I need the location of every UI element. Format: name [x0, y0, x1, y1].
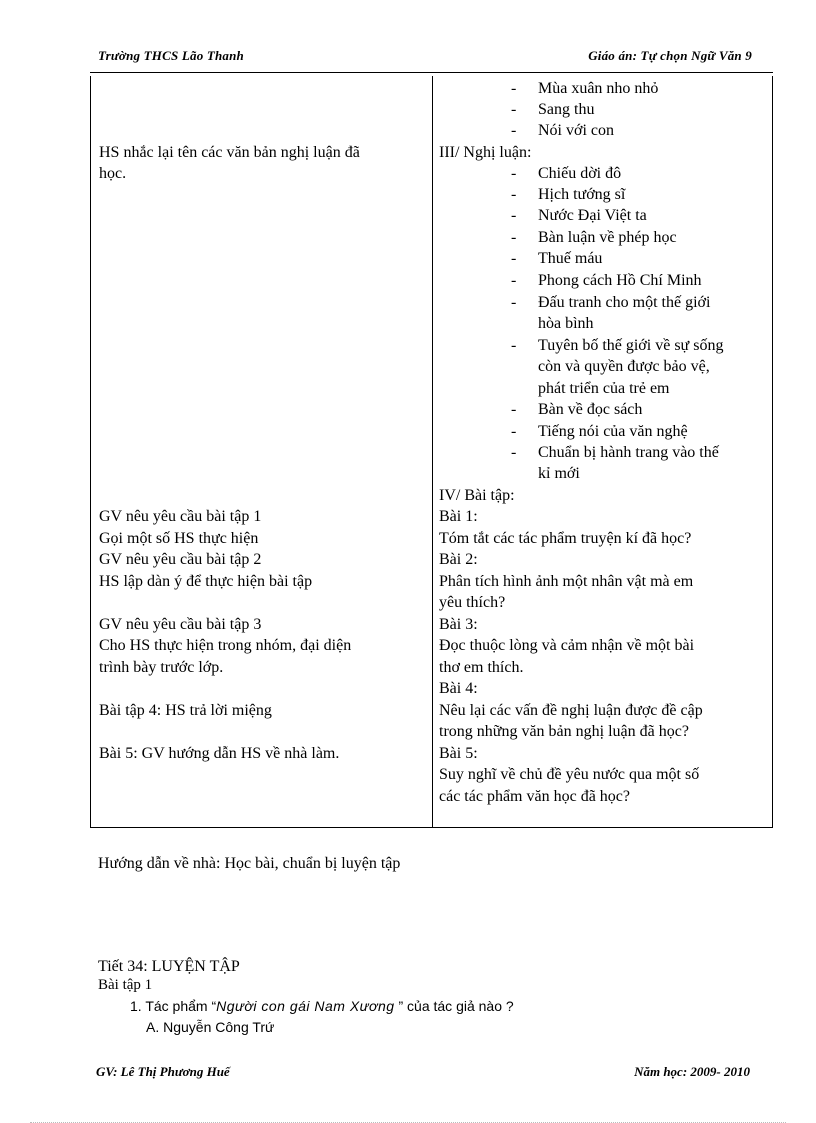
- left-text-line: Bài tập 4: HS trả lời miệng: [99, 702, 272, 719]
- right-text-line: Đọc thuộc lòng và cảm nhận về một bài: [439, 637, 695, 654]
- right-text-line: Bài 4:: [439, 680, 478, 697]
- right-text-line: các tác phẩm văn học đã học?: [439, 788, 631, 805]
- left-text-line: HS nhắc lại tên các văn bản nghị luận đã: [99, 144, 360, 161]
- header-subject: Giáo án: Tự chọn Ngữ Văn 9: [588, 48, 752, 63]
- list-item: Bàn về đọc sách: [538, 401, 643, 418]
- list-item-cont: kỉ mới: [538, 465, 580, 482]
- question-1: [130, 998, 514, 1014]
- right-text-line: yêu thích?: [439, 594, 506, 611]
- list-item: Tuyên bố thế giới về sự sống: [538, 337, 724, 354]
- left-text-line: GV nêu yêu cầu bài tập 2: [99, 551, 262, 568]
- list-item: Đấu tranh cho một thế giới: [538, 294, 711, 311]
- list-dash: -: [511, 229, 517, 246]
- list-dash: -: [511, 186, 517, 203]
- left-text-line: GV nêu yêu cầu bài tập 1: [99, 508, 262, 525]
- right-text-line: Bài 1:: [439, 508, 478, 525]
- list-item: Chiếu dời đô: [538, 165, 622, 182]
- left-text-line: Cho HS thực hiện trong nhóm, đại diện: [99, 637, 352, 654]
- column-divider: [432, 76, 433, 827]
- question-suffix: ” của tác giả nào ?: [394, 998, 514, 1014]
- footer-teacher: GV: Lê Thị Phương Huế: [96, 1064, 230, 1079]
- list-dash: -: [511, 250, 517, 267]
- list-dash: -: [511, 207, 517, 224]
- list-dash: -: [511, 337, 517, 354]
- option-a: A. Nguyễn Công Trứ: [146, 1019, 275, 1035]
- right-text-line: Tóm tắt các tác phẩm truyện kí đã học?: [439, 530, 692, 547]
- question-prefix: 1. Tác phẩm “: [130, 998, 217, 1014]
- list-dash: -: [511, 272, 517, 289]
- list-item: Nói với con: [538, 122, 615, 139]
- list-dash: -: [511, 444, 517, 461]
- list-dash: -: [511, 165, 517, 182]
- list-item: Nước Đại Việt ta: [538, 207, 647, 224]
- left-text-line: HS lập dàn ý để thực hiện bài tập: [99, 573, 313, 590]
- left-text-line: trình bày trước lớp.: [99, 659, 224, 676]
- right-text-line: Phân tích hình ảnh một nhân vật mà em: [439, 573, 694, 590]
- list-dash: -: [511, 122, 517, 139]
- list-dash: -: [511, 101, 517, 118]
- homework-note: Hướng dẫn về nhà: Học bài, chuẩn bị luyện tập: [98, 855, 401, 872]
- list-item: Tiếng nói của văn nghệ: [538, 423, 688, 440]
- right-text-line: Bài 5:: [439, 745, 478, 762]
- question-work-title: Người con gái Nam Xương: [216, 998, 395, 1014]
- list-item: Chuẩn bị hành trang vào thế: [538, 444, 719, 461]
- list-dash: -: [511, 401, 517, 418]
- right-text-line: Nêu lại các vấn đề nghị luận được đề cập: [439, 702, 703, 719]
- list-item-cont: phát triển của trẻ em: [538, 380, 670, 397]
- list-item: Sang thu: [538, 101, 595, 118]
- left-text-line: Bài 5: GV hướng dẫn HS về nhà làm.: [99, 745, 340, 762]
- header-school: Trường THCS Lão Thanh: [98, 48, 244, 63]
- list-item-cont: hòa bình: [538, 315, 594, 332]
- right-text-line: Suy nghĩ về chủ đề yêu nước qua một số: [439, 766, 700, 783]
- list-item: Bàn luận về phép học: [538, 229, 677, 246]
- list-dash: -: [511, 423, 517, 440]
- list-item: Mùa xuân nho nhỏ: [538, 80, 659, 97]
- section-heading-bai-tap: IV/ Bài tập:: [439, 487, 515, 504]
- left-text-line: Gọi một số HS thực hiện: [99, 530, 259, 547]
- list-item: Hịch tướng sĩ: [538, 186, 626, 203]
- right-text-line: Bài 2:: [439, 551, 478, 568]
- right-text-line: thơ em thích.: [439, 659, 524, 676]
- list-item: Phong cách Hồ Chí Minh: [538, 272, 702, 289]
- header-divider: [90, 72, 773, 73]
- right-text-line: Bài 3:: [439, 616, 478, 633]
- lesson-table: [90, 76, 773, 828]
- exercise-heading: Bài tập 1: [98, 977, 153, 993]
- left-text-line: học.: [99, 165, 127, 182]
- footer-school-year: Năm học: 2009- 2010: [634, 1064, 750, 1079]
- section-heading-nghi-luan: III/ Nghị luận:: [439, 144, 532, 161]
- right-text-line: trong những văn bản nghị luận đã học?: [439, 723, 689, 740]
- list-dash: -: [511, 80, 517, 97]
- left-text-line: GV nêu yêu cầu bài tập 3: [99, 616, 262, 633]
- lesson-title: Tiết 34: LUYỆN TẬP: [98, 958, 240, 975]
- list-dash: -: [511, 294, 517, 311]
- list-item-cont: còn và quyền được bảo vệ,: [538, 358, 710, 375]
- list-item: Thuế máu: [538, 250, 603, 267]
